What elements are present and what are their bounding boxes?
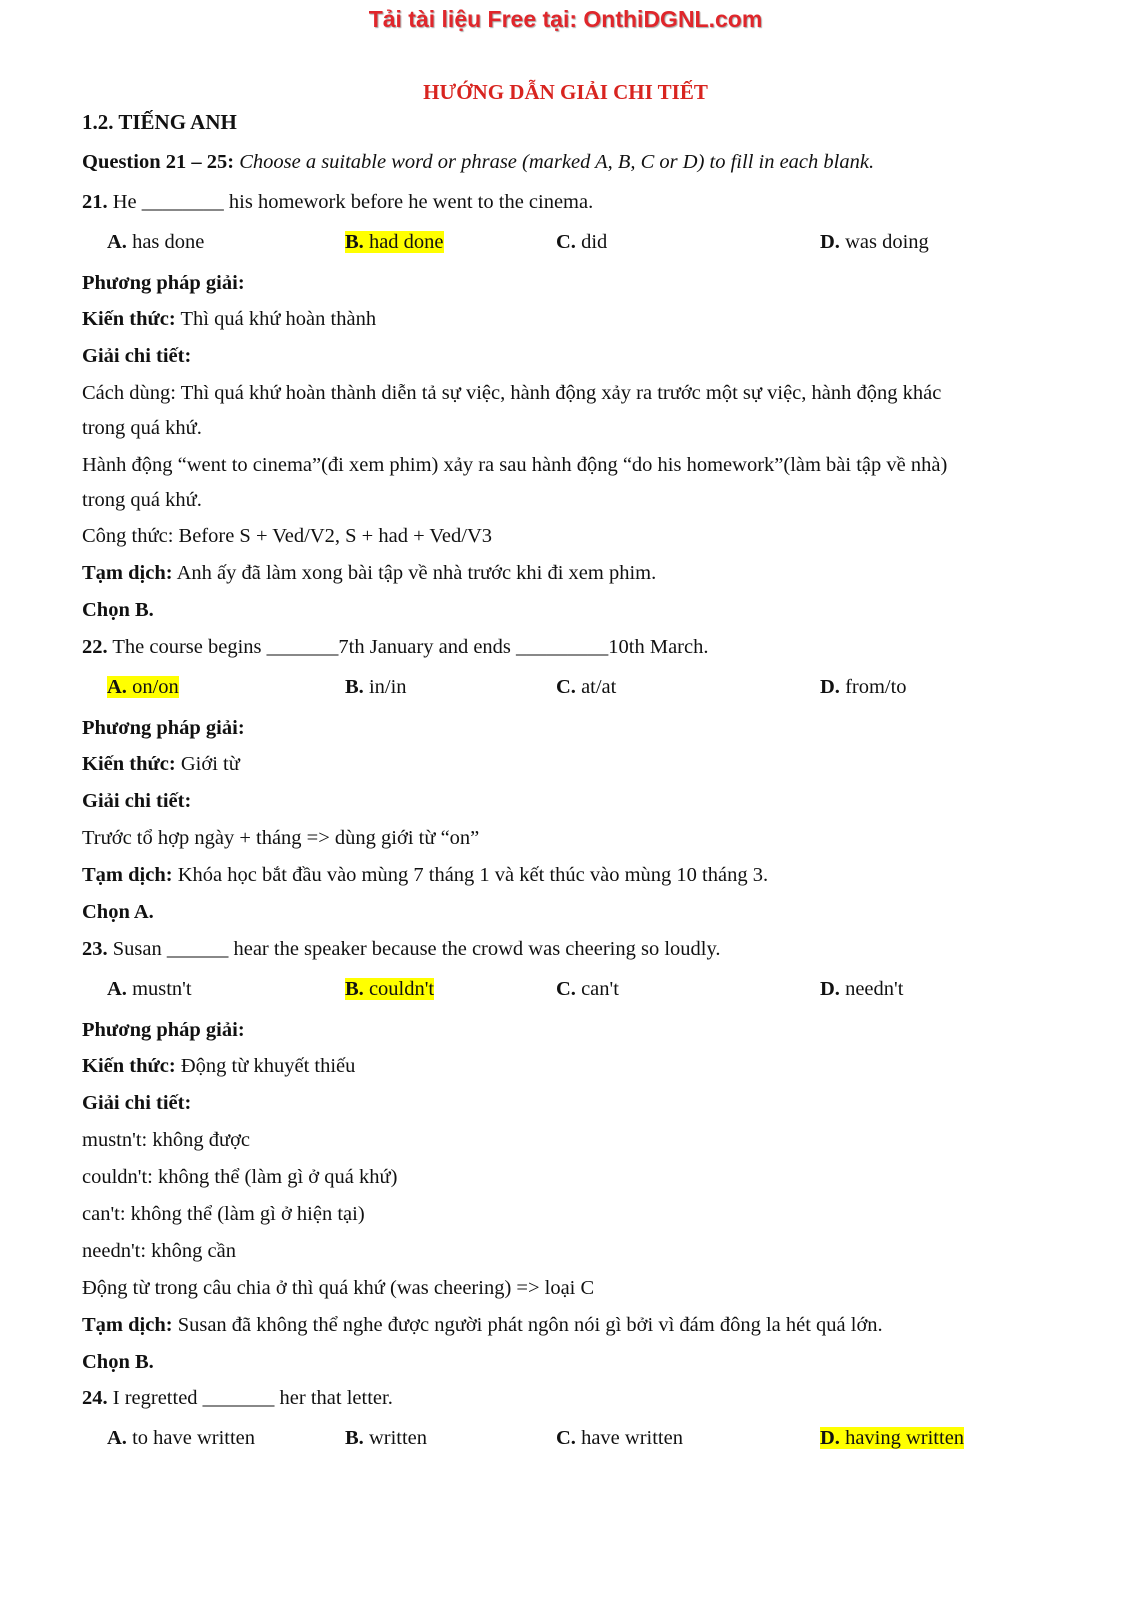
instruction-label: Question 21 – 25:: [82, 151, 235, 173]
instruction: [82, 150, 874, 174]
instruction-text: Choose a suitable word or phrase (marked A, B, C or D) to fill in each blank.: [239, 151, 875, 173]
page-title: HƯỚNG DẪN GIẢI CHI TIẾT: [423, 80, 708, 104]
question-text: I regretted _______ her that letter.: [112, 1387, 393, 1409]
q21-detail-line: Cách dùng: Thì quá khứ hoàn thành diễn tả sự việc, hành động xảy ra trước một sự việc, hành động khác: [82, 382, 942, 404]
q23-detail-label: Giải chi tiết:: [82, 1092, 192, 1114]
site-banner[interactable]: Tải tài liệu Free tại: OnthiDGNL.com: [368, 6, 763, 32]
q22-option-d: D. from/to: [820, 676, 907, 698]
q24-option-d-correct: D. having written: [820, 1427, 965, 1449]
q21-translation: Tạm dịch: Anh ấy đã làm xong bài tập về nhà trước khi đi xem phim.: [82, 562, 657, 584]
q21-detail-line: Công thức: Before S + Ved/V2, S + had + Ved/V3: [82, 525, 493, 547]
q24-option-b: B. written: [345, 1427, 428, 1449]
question-number: 21.: [82, 191, 108, 213]
q24-option-c: C. have written: [556, 1427, 683, 1449]
q22-option-a-correct: A. on/on: [107, 676, 179, 698]
q22-method-label: Phương pháp giải:: [82, 717, 245, 739]
q22-translation: Tạm dịch: Khóa học bắt đầu vào mùng 7 tháng 1 và kết thúc vào mùng 10 tháng 3.: [82, 864, 769, 886]
question-text: Susan ______ hear the speaker because the crowd was cheering so loudly.: [112, 938, 721, 960]
question-24: [82, 1386, 393, 1410]
q22-detail-line: Trước tổ hợp ngày + tháng => dùng giới từ “on”: [82, 827, 480, 849]
q23-detail-line: couldn't: không thể (làm gì ở quá khứ): [82, 1166, 398, 1188]
q22-detail-label: Giải chi tiết:: [82, 790, 192, 812]
question-21: [82, 190, 593, 214]
question-number: 22.: [82, 636, 108, 658]
q21-detail-label: Giải chi tiết:: [82, 345, 192, 367]
question-text: He ________ his homework before he went to the cinema.: [112, 191, 594, 213]
q21-detail-line: Hành động “went to cinema”(đi xem phim) xảy ra sau hành động “do his homework”(làm bài tập về nhà): [82, 454, 948, 476]
q21-detail-line: trong quá khứ.: [82, 417, 202, 439]
q22-answer: Chọn A.: [82, 901, 154, 923]
q23-option-c: C. can't: [556, 978, 619, 1000]
q23-detail-line: needn't: không cần: [82, 1240, 236, 1262]
q23-detail-line: Động từ trong câu chia ở thì quá khứ (was cheering) => loại C: [82, 1277, 595, 1299]
q21-answer: Chọn B.: [82, 599, 154, 621]
q23-option-d: D. needn't: [820, 978, 904, 1000]
q23-detail-line: mustn't: không được: [82, 1129, 251, 1151]
q23-method-label: Phương pháp giải:: [82, 1019, 245, 1041]
q23-answer: Chọn B.: [82, 1351, 154, 1373]
q23-option-b-correct: B. couldn't: [345, 978, 435, 1000]
q21-option-c: C. did: [556, 231, 608, 253]
q21-detail-line: trong quá khứ.: [82, 489, 202, 511]
q21-knowledge: Kiến thức: Thì quá khứ hoàn thành: [82, 308, 377, 330]
question-23: [82, 937, 721, 961]
q23-translation: Tạm dịch: Susan đã không thể nghe được người phát ngôn nói gì bởi vì đám đông la hét quá lớn.: [82, 1314, 883, 1336]
q24-option-a: A. to have written: [107, 1427, 256, 1449]
q22-option-b: B. in/in: [345, 676, 407, 698]
q21-option-d: D. was doing: [820, 231, 929, 253]
q23-knowledge: Kiến thức: Động từ khuyết thiếu: [82, 1055, 356, 1077]
question-text: The course begins _______7th January and ends _________10th March.: [112, 636, 709, 658]
question-number: 24.: [82, 1387, 108, 1409]
q22-knowledge: Kiến thức: Giới từ: [82, 753, 240, 775]
q21-method-label: Phương pháp giải:: [82, 272, 245, 294]
q21-option-b-correct: B. had done: [345, 231, 444, 253]
section-heading: 1.2. TIẾNG ANH: [82, 110, 237, 134]
question-22: [82, 635, 708, 659]
q22-option-c: C. at/at: [556, 676, 617, 698]
q23-detail-line: can't: không thể (làm gì ở hiện tại): [82, 1203, 365, 1225]
q21-option-a: A. has done: [107, 231, 205, 253]
question-number: 23.: [82, 938, 108, 960]
q23-option-a: A. mustn't: [107, 978, 192, 1000]
